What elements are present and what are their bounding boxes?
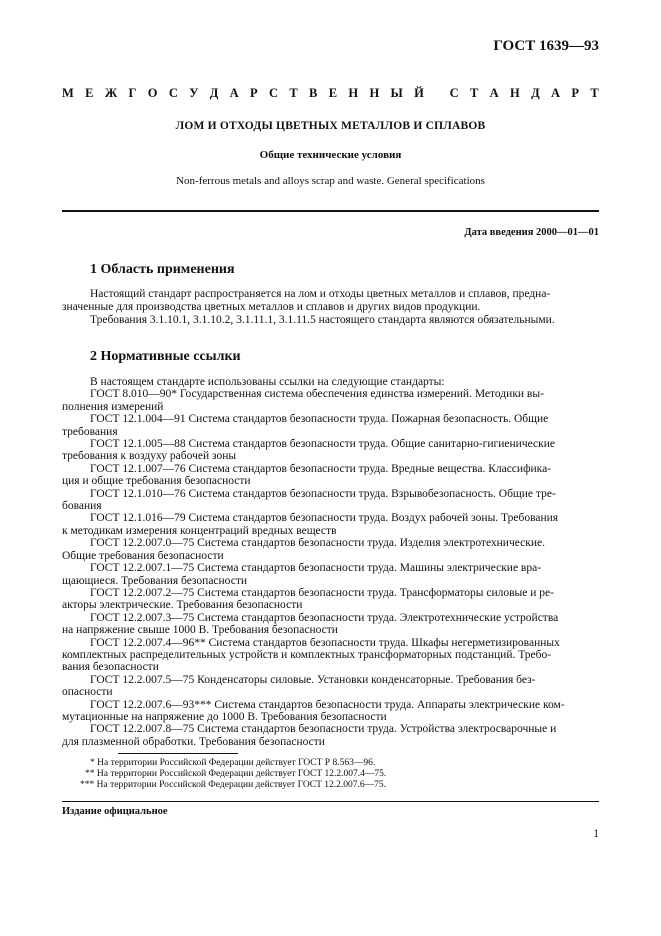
reference-line: щающиеся. Требования безопасности [62,574,247,587]
document-subtitle: Общие технические условия [259,149,402,161]
reference-line: ГОСТ 12.2.007.4—96** Система стандартов безопасности труда. Шкафы негерметизированных [90,636,560,649]
section-2-heading: 2 Нормативные ссылки [90,349,241,364]
banner-letter: О [147,86,158,100]
banner-letter: Н [348,86,359,100]
banner-letter: Ы [390,86,403,100]
edition-divider [62,801,599,802]
reference-line: ГОСТ 12.2.007.2—75 Система стандартов безопасности труда. Трансформаторы силовые и ре- [90,586,554,599]
banner-letter: А [489,86,499,100]
footnotes [62,758,386,791]
banner-letter: С [168,86,178,100]
banner-letter: С [449,86,459,100]
reference-line: на напряжение свыше 1000 В. Требования безопасности [62,624,338,637]
reference-line: мутационные на напряжение до 1000 В. Требования безопасности [62,710,387,723]
reference-line: требования к воздуху рабочей зоны [62,450,237,463]
banner-letter: Е [85,86,94,100]
reference-line: ГОСТ 12.1.007—76 Система стандартов безопасности труда. Вредные вещества. Классифика- [90,462,552,475]
banner-letter: В [309,86,318,100]
document-title: ЛОМ И ОТХОДЫ ЦВЕТНЫХ МЕТАЛЛОВ И СПЛАВОВ [175,120,486,132]
reference-line: Общие требования безопасности [62,549,224,562]
section-1-line: значенные для производства цветных металлов и сплавов и других видов продукции. [62,301,481,313]
banner-letter: У [189,86,199,100]
banner-letter: Р [571,86,580,100]
section-1-line: Требования 3.1.10.1, 3.1.10.2, 3.1.11.1, 3.1.11.5 настоящего стандарта являются обязательными. [90,314,555,326]
reference-line: бования [62,500,102,513]
footnote-divider [118,753,238,754]
title-divider [62,210,599,212]
banner-letter: Т [469,86,479,100]
reference-line: для плазменной обработки. Требования безопасности [62,735,325,748]
banner-letter: Н [369,86,380,100]
reference-line: полнения измерений [62,400,164,413]
reference-line: ГОСТ 12.2.007.6—93*** Система стандартов безопасности труда. Аппараты электрические ком- [90,698,565,711]
introduction-date: Дата введения 2000—01—01 [464,227,599,238]
section-1-heading: 1 Область применения [90,262,235,277]
reference-line: ГОСТ 12.1.004—91 Система стандартов безопасности труда. Пожарная безопасность. Общие [90,413,549,426]
banner-letter: М [62,86,74,100]
english-title: Non-ferrous metals and alloys scrap and waste. General specifications [176,175,485,187]
banner-letter: Н [510,86,520,100]
edition-label: Издание официальное [62,806,168,817]
reference-line: ГОСТ 12.1.005—88 Система стандартов безопасности труда. Общие санитарно-гигиенические [90,438,555,451]
normative-references-list [62,376,599,748]
reference-line: ГОСТ 12.2.007.3—75 Система стандартов безопасности труда. Электротехнические устройства [90,611,559,624]
section-1-text [62,288,599,327]
reference-line: ГОСТ 12.2.007.8—75 Система стандартов безопасности труда. Устройства электросварочные и [90,723,557,736]
reference-line: В настоящем стандарте использованы ссылки на следующие стандарты: [90,376,445,388]
page-number: 1 [593,828,599,840]
reference-line: акторы электрические. Требования безопасности [62,599,303,612]
reference-line: ГОСТ 8.010—90* Государственная система обеспечения единства измерений. Методики вы- [90,388,544,401]
reference-line: требования [62,425,118,438]
reference-line: ГОСТ 12.2.007.0—75 Система стандартов безопасности труда. Изделия электротехнические. [90,537,545,550]
banner-letter [435,86,438,101]
reference-line: ГОСТ 12.2.007.1—75 Система стандартов безопасности труда. Машины электрические вра- [90,562,542,575]
banner-letter: Й [414,86,424,100]
banner-letter: Д [531,86,540,100]
banner-letter: Ж [104,86,118,100]
reference-line: комплектных распределительных устройств и комплектных трансформаторных подстанций. Требо- [62,648,552,661]
banner-letter: Т [289,86,298,100]
standard-number: ГОСТ 1639—93 [493,38,599,54]
reference-line: ГОСТ 12.1.010—76 Система стандартов безопасности труда. Взрывобезопасность. Общие тре- [90,487,556,500]
footnote: ** На территории Российской Федерации действует ГОСТ 12.2.007.4—75. [85,769,387,779]
reference-line: вания безопасности [62,661,159,674]
banner-letter: Р [250,86,258,100]
reference-line: ГОСТ 12.1.016—79 Система стандартов безопасности труда. Воздух рабочей зоны. Требования [90,512,559,525]
reference-line: к методикам измерения концентраций вредных веществ [62,524,337,537]
reference-line: ция и общие требования безопасности [62,475,251,488]
interstate-standard-banner [62,86,599,101]
banner-letter: С [269,86,279,100]
banner-letter: Т [590,86,599,100]
banner-letter: Г [128,86,137,100]
reference-line: опасности [62,686,113,699]
section-1-line: Настоящий стандарт распространяется на лом и отходы цветных металлов и сплавов, предна- [90,288,551,300]
banner-letter: Е [328,86,338,100]
banner-letter: А [551,86,561,100]
banner-letter: А [229,86,239,100]
footnote: * На территории Российской Федерации действует ГОСТ Р 8.563—96. [90,758,376,768]
reference-line: ГОСТ 12.2.007.5—75 Конденсаторы силовые. Установки конденсаторные. Требования без- [90,673,536,686]
banner-letter: Д [209,86,219,100]
footnote: *** На территории Российской Федерации действует ГОСТ 12.2.007.6—75. [80,780,387,790]
